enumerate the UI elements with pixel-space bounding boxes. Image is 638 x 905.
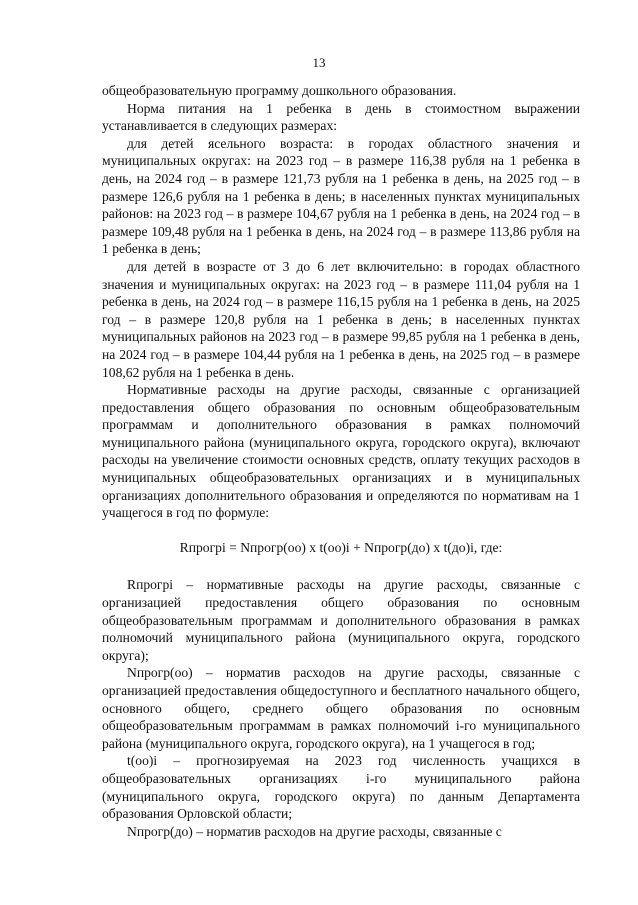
page-number: 13 <box>312 55 326 70</box>
paragraph-age-3-to-6: для детей в возрасте от 3 до 6 лет включительно: в городах областного значения и муниципальных округах: на 2023 год – в размере 111,04 рубля на 1 ребенка в день, на 2024 год – в размере 116,15 рубля на 1 ребенка в день, на 2025 год – в размере 120,8 рубля на 1 ребенка в день; в населенных пунктах муниципальных районов на 2023 год – в размере 99,85 рубля на 1 ребенка в день, на 2024 год – в размере 104,44 рубля на 1 ребенка в день, на 2025 год – в размере 108,62 рубля на 1 ребенка в день. <box>102 258 580 380</box>
paragraph-nutrition-norm: Норма питания на 1 ребенка в день в стоимостном выражении устанавливается в следующих размерах: <box>102 100 580 134</box>
definition-n-progr-oo: Nпрогр(оо) – норматив расходов на другие расходы, связанные с организацией предоставления общедоступного и бесплатного начального общего, основного общего, среднего общего образования по основным общеобразовательным программам в рамках полномочий i-го муниципального района (муниципального округа, городского округа), на 1 учащегося в год; <box>102 665 580 751</box>
definition-t-oo: t(оо)i – прогнозируемая на 2023 год численность учащихся в общеобразовательных организациях i-го муниципального района (муниципального округа, городского округа) по данным Департамента образования Орловской области; <box>102 753 580 822</box>
document-body <box>102 82 580 840</box>
definition-n-progr-do: Nпрогр(до) – норматив расходов на другие расходы, связанные с <box>127 823 502 839</box>
paragraph-nursery-age: для детей ясельного возраста: в городах областного значения и муниципальных округах: на 2023 год – в размере 116,38 рубля на 1 ребенка в день, на 2024 год – в размере 121,73 рубля на 1 ребенка в день, на 2025 год – в размере 126,6 рубля на 1 ребенка в день; в населенных пунктах муниципальных районов: на 2023 год – в размере 104,67 рубля на 1 ребенка в день, на 2024 год – в размере 109,48 рубля на 1 ребенка в день, на 2024 год – в размере 113,86 рубля на 1 ребенка в день; <box>102 135 580 257</box>
paragraph-other-expenses: Нормативные расходы на другие расходы, связанные с организацией предоставления общего образования по основным общеобразовательным программам и дополнительного образования в рамках полномочий муниципального района (муниципального округа, городского округа), включают расходы на увеличение стоимости основных средств, оплату текущих расходов в муниципальных общеобразовательных организациях и в муниципальных организациях дополнительного образования и определяются по нормативам на 1 учащегося в год по формуле: <box>102 382 580 521</box>
definition-r-progr: Rпрогрi – нормативные расходы на другие расходы, связанные с организацией предоставления общего образования по основным общеобразовательным программам и дополнительного образования в рамках полномочий муниципального района (муниципального округа, городского округа); <box>102 577 580 663</box>
formula: Rпрогрi = Nпрогр(оо) х t(оо)i + Nпрогр(до) х t(до)i, где: <box>179 539 503 555</box>
paragraph-continuation: общеобразовательную программу дошкольного образования. <box>102 83 457 98</box>
